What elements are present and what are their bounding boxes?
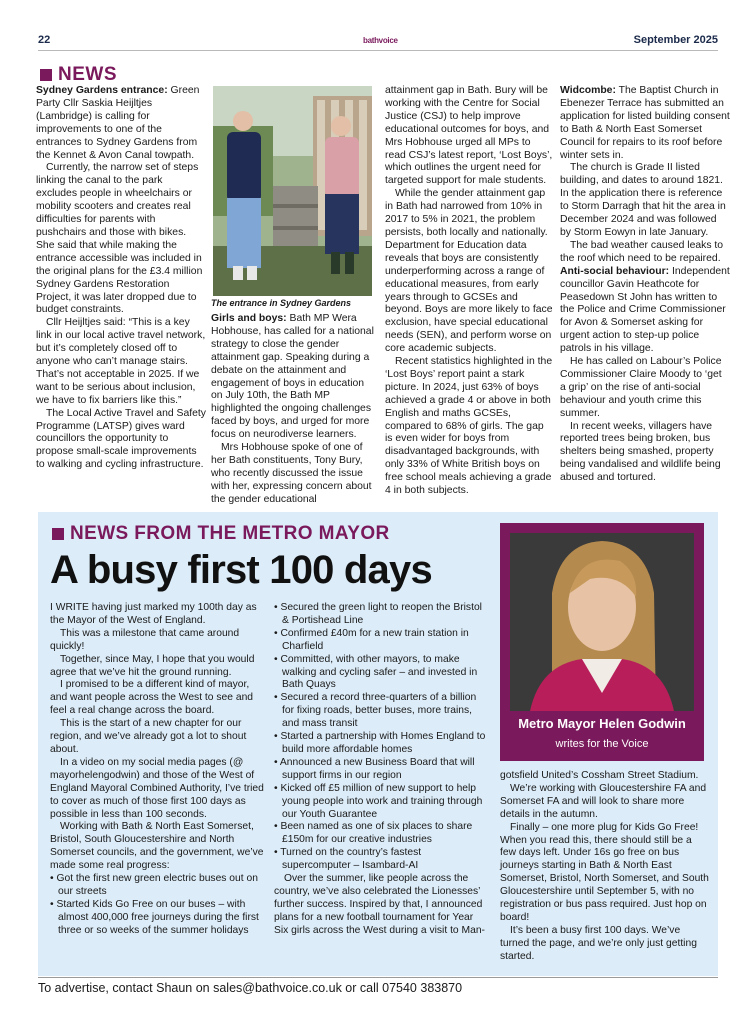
news-paragraph: Cllr Heijltjes said: “This is a key link in our local active travel network, but it’s completely closed off to anyone who can’t manage stairs. That’s not acceptable in 2025. If we want to be serious about inclusion, we have to fix barriers like this.” <box>36 317 206 406</box>
news-paragraph: Mrs Hobhouse spoke of one of her Bath constituents, Tony Bury, who recently discussed the issue with her, expressing concern about the gender educational <box>211 442 372 505</box>
list-item: • Got the first new green electric buses out on our streets <box>50 873 258 897</box>
news-column-3 <box>385 85 553 498</box>
article-paragraph: This was a milestone that came around quickly! <box>50 627 240 652</box>
list-item: • Committed, with other mayors, to make walking and cycling safer – and invested in Bath Quays <box>274 653 478 691</box>
metro-mayor-column-3 <box>500 770 710 964</box>
list-item: • Started Kids Go Free on our buses – with almost 400,000 free journeys during the first three or so weeks of the summer holidays <box>50 898 259 936</box>
article-paragraph: This is the start of a new chapter for our region, and we’ve already got a lot to shout about. <box>50 718 247 755</box>
metro-mayor-heading <box>52 523 390 545</box>
portrait-caption: Metro Mayor Helen Godwin <box>518 716 686 731</box>
news-column-4 <box>560 85 730 485</box>
list-item: • Turned on the country’s fastest supercomputer – Isambard-AI <box>274 847 422 872</box>
article-paragraph: We’re working with Gloucestershire FA and Somerset FA and will look to share more details in the autumn. <box>500 782 707 820</box>
list-item: • Secured a record three-quarters of a billion for fixing roads, better buses, more trains, and mass transit <box>274 692 477 730</box>
article-paragraph: Finally – one more plug for Kids Go Free! When you read this, there should still be a few days left. Under 16s go free on bus journeys starting in Bath & North East Somerset, Bristol, North Somerset, and South Gloucestershire until September 5, with no registration or bus pass required. Just hop on board! <box>500 821 709 923</box>
page-header <box>38 34 718 50</box>
article-headline: A busy first 100 days <box>50 548 432 592</box>
news-paragraph: Currently, the narrow set of steps linking the canal to the park excludes people in wheelchairs or mobility scooters and creates real difficulties for parents with pushchairs and those with bikes. She said that while making the entrance accessible was included in the original plans for the £3.4 million Sydney Gardens Restoration Project, it was later dropped due to budget constraints. <box>36 162 203 316</box>
news-paragraph: The Local Active Travel and Safety Programme (LATSP) gives ward councillors the opportunity to propose small-scale improvements to walking and cycling infrastructure. <box>36 407 206 471</box>
metro-mayor-column-1 <box>50 602 264 938</box>
progress-list <box>274 602 490 873</box>
news-column-2 <box>211 313 378 507</box>
news-paragraph: attainment gap in Bath. Bury will be working with the Centre for Social Justice (CSJ) to help improve educational outcomes for boys, and Mrs Hobhouse urged all MPs to read CSJ’s latest report, ‘Lost Boys’, which outlines the urgent need for targeted support for male students. <box>385 85 553 187</box>
page-number: 22 <box>38 34 51 46</box>
article-paragraph: I promised to be a different kind of mayor, and want people across the West to see and feel a real change across the board. <box>50 679 254 717</box>
list-item: • Been named as one of six places to share £150m for our creative industries <box>274 821 473 846</box>
square-bullet-icon <box>40 69 52 81</box>
news-section-heading <box>40 64 117 86</box>
issue-date: September 2025 <box>633 34 718 46</box>
news-paragraph: The bad weather caused leaks to the roof which need to be repaired. <box>560 239 724 264</box>
portrait-subcaption: writes for the Voice <box>555 738 649 750</box>
article-paragraph: Working with Bath & North East Somerset, Bristol, South Gloucestershire and North Somerset councils, and the government, we’ve made some real progress: <box>50 821 264 872</box>
metro-mayor-title: NEWS FROM THE METRO MAYOR <box>70 523 390 544</box>
photo-caption: The entrance in Sydney Gardens <box>211 298 352 308</box>
list-item: • Started a partnership with Homes England to build more affordable homes <box>274 731 486 755</box>
news-paragraph: He has called on Labour’s Police Commissioner Claire Moody to ‘get a grip’ on the rise of anti-social behaviour and youth crime this summer. <box>560 356 722 419</box>
square-bullet-icon <box>52 528 64 540</box>
publication-logo: bathvoice <box>363 36 398 45</box>
news-paragraph: Anti-social behaviour: Independent councillor Gavin Heathcote for Peasedown St John has written to the Police and Crime Commissioner for Avon & Somerset asking for urgent action to step-up police patrols in his village. <box>560 265 730 355</box>
news-paragraph: Girls and boys: Bath MP Wera Hobhouse, has called for a national strategy to close the gender attainment gap. Speaking during a debate on the attainment and engagement of boys in education on July 10th, the Bath MP highlighted the ongoing challenges faced by boys, and urged for more focus on neurodiverse learners. <box>211 313 374 441</box>
header-divider <box>38 50 718 51</box>
news-paragraph: While the gender attainment gap in Bath had narrowed from 10% in 2017 to 5% in 2021, the problem persists, both locally and nationally. Department for Education data reveals that boys are consistently underperforming across a range of educational measures, from early years through to GCSEs and beyond. Boys are more likely to face exclusion, have special educational needs (SEN), and perform worse on core academic subjects. <box>385 188 553 355</box>
article-paragraph: In a video on my social media pages (@ mayorhelengodwin) and those of the West of England Mayoral Combined Authority, I’ve tried to cover as much of those first 100 days as possible in less than 100 seconds. <box>50 756 264 820</box>
sydney-gardens-photo <box>213 86 372 296</box>
list-item: • Kicked off £5 million of new support to help young people into work and training through our Youth Guarantee <box>274 782 483 820</box>
article-paragraph: Over the summer, like people across the country, we’ve also celebrated the Lionesses’ further success. Inspired by that, I announced plans for a new football tournament for Year Six girls across the West during a visit to Man- <box>274 873 485 936</box>
metro-mayor-column-2 <box>274 602 490 938</box>
progress-list <box>50 873 264 938</box>
article-paragraph: Together, since May, I hope that you would agree that we’ve hit the ground running. <box>50 653 255 678</box>
news-paragraph: Sydney Gardens entrance: Green Party Cllr Saskia Heijltjes (Lambridge) is calling for improvements to one of the entrances to Sydney Gardens from the Kennet & Avon Canal towpath. <box>36 85 200 161</box>
list-item: • Secured the green light to reopen the Bristol & Portishead Line <box>274 602 482 626</box>
list-item: • Confirmed £40m for a new train station in Charfield <box>274 627 469 652</box>
article-paragraph: I WRITE having just marked my 100th day as the Mayor of the West of England. <box>50 602 257 626</box>
advertising-footer: To advertise, contact Shaun on sales@bathvoice.co.uk or call 07540 383870 <box>38 981 463 995</box>
news-paragraph: In recent weeks, villagers have reported trees being broken, bus shelters being smashed, property being vandalised and wildlife being abused and tortured. <box>560 420 721 484</box>
list-item: • Announced a new Business Board that will support firms in our region <box>274 756 475 781</box>
article-paragraph: gotsfield United’s Cossham Street Stadium. <box>500 770 699 781</box>
footer-divider <box>38 977 718 978</box>
news-column-1 <box>36 85 206 472</box>
news-paragraph: Widcombe: The Baptist Church in Ebenezer Terrace has submitted an application for listed building consent to Bath & North East Somerset Council for repairs to its roof before winter sets in. <box>560 85 730 161</box>
news-paragraph: Recent statistics highlighted in the ‘Lost Boys’ report paint a stark picture. In 2024, just 63% of boys achieved a grade 4 or above in both English and maths GCSEs, compared to 68% of girls. The gap is even wider for boys from disadvantaged backgrounds, with only 33% of White British boys on free school meals achieving a grade 4 in both subjects. <box>385 356 553 497</box>
news-paragraph: The church is Grade II listed building, and dates to around 1821. In the application there is reference to Storm Darragh that hit the area in December 2024 and was followed by Storm Eowyn in late January. <box>560 162 726 238</box>
news-title: NEWS <box>58 64 117 85</box>
article-paragraph: It’s been a busy first 100 days. We’ve turned the page, and we’re only just getting started. <box>500 924 697 962</box>
mayor-portrait-photo <box>510 533 694 711</box>
